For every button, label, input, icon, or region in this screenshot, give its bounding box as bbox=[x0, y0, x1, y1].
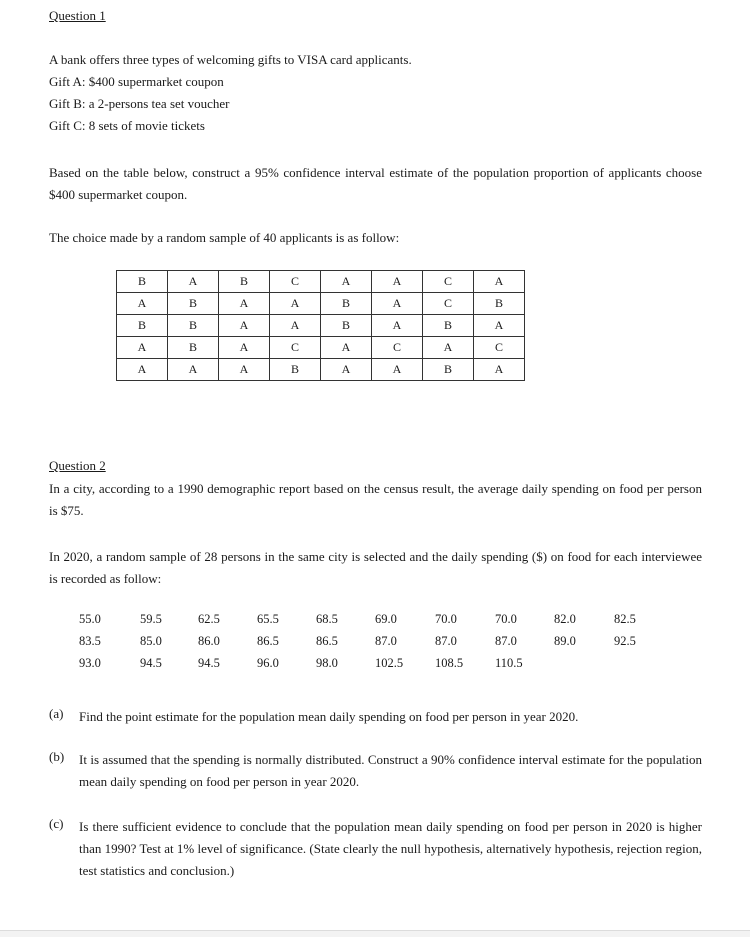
spending-value: 65.5 bbox=[257, 612, 279, 626]
spending-value: 86.5 bbox=[316, 634, 338, 648]
spending-value: 82.0 bbox=[554, 612, 576, 626]
spending-value: 87.0 bbox=[495, 634, 517, 648]
choice-cell: A bbox=[372, 293, 423, 315]
q2-intro: In a city, according to a 1990 demographic report based on the census result, the average daily spending on food per person is $75. bbox=[49, 481, 702, 518]
spending-value: 93.0 bbox=[79, 656, 101, 670]
choice-cell: A bbox=[219, 315, 270, 337]
choice-cell: A bbox=[372, 359, 423, 381]
choice-cell: C bbox=[423, 293, 474, 315]
choice-cell: A bbox=[219, 337, 270, 359]
spending-value: 70.0 bbox=[435, 612, 457, 626]
choice-cell: A bbox=[168, 271, 219, 293]
choice-cell: C bbox=[474, 337, 525, 359]
part-c-text: Is there sufficient evidence to conclude that the population mean daily spending on food per person in 2020 is higher than 1990? Test at 1% level of significance. (State clearly the null hypothesis, alternatively hypothesis, rejection region, test statistics and conclusion.) bbox=[79, 819, 702, 878]
part-c-label: (c) bbox=[49, 816, 64, 831]
choice-cell: B bbox=[321, 293, 372, 315]
spending-value: 82.5 bbox=[614, 612, 636, 626]
part-b-label: (b) bbox=[49, 749, 65, 764]
question-1-title: Question 1 bbox=[49, 8, 106, 23]
spending-value: 86.5 bbox=[257, 634, 279, 648]
choice-row bbox=[117, 271, 525, 293]
spending-value: 94.5 bbox=[140, 656, 162, 670]
spending-value: 68.5 bbox=[316, 612, 338, 626]
choice-cell: A bbox=[117, 293, 168, 315]
spending-value: 55.0 bbox=[79, 612, 101, 626]
choice-cell: A bbox=[474, 271, 525, 293]
choice-cell: B bbox=[168, 337, 219, 359]
choice-cell: A bbox=[270, 315, 321, 337]
spending-value: 96.0 bbox=[257, 656, 279, 670]
choice-cell: B bbox=[117, 271, 168, 293]
choice-cell: A bbox=[423, 337, 474, 359]
choice-cell: A bbox=[219, 359, 270, 381]
choice-cell: A bbox=[474, 359, 525, 381]
choice-cell: C bbox=[423, 271, 474, 293]
choice-cell: B bbox=[423, 315, 474, 337]
spending-value: 89.0 bbox=[554, 634, 576, 648]
choice-cell: A bbox=[117, 337, 168, 359]
choice-cell: B bbox=[219, 271, 270, 293]
spending-value: 94.5 bbox=[198, 656, 220, 670]
choice-cell: A bbox=[117, 359, 168, 381]
spending-value: 108.5 bbox=[435, 656, 464, 670]
q1-sample-text: The choice made by a random sample of 40 applicants is as follow: bbox=[49, 230, 400, 245]
spending-value: 98.0 bbox=[316, 656, 338, 670]
q1-task: Based on the table below, construct a 95% confidence interval estimate of the population proportion of applicants choose $400 supermarket coupon. bbox=[49, 165, 702, 202]
spending-value: 86.0 bbox=[198, 634, 220, 648]
gift-b: Gift B: a 2-persons tea set voucher bbox=[49, 96, 230, 111]
spending-value: 102.5 bbox=[375, 656, 404, 670]
choice-cell: C bbox=[372, 337, 423, 359]
choice-cell: B bbox=[168, 293, 219, 315]
q1-intro: A bank offers three types of welcoming gifts to VISA card applicants. bbox=[49, 52, 412, 67]
choice-cell: A bbox=[168, 359, 219, 381]
choice-cell: B bbox=[270, 359, 321, 381]
choice-row bbox=[117, 337, 525, 359]
question-2-title: Question 2 bbox=[49, 458, 106, 473]
choice-cell: A bbox=[270, 293, 321, 315]
spending-value: 69.0 bbox=[375, 612, 397, 626]
spending-value: 85.0 bbox=[140, 634, 162, 648]
part-a-label: (a) bbox=[49, 706, 64, 721]
choice-row bbox=[117, 315, 525, 337]
choice-cell: B bbox=[168, 315, 219, 337]
spending-value: 87.0 bbox=[375, 634, 397, 648]
choice-cell: C bbox=[270, 337, 321, 359]
choice-table bbox=[116, 270, 525, 381]
choice-row bbox=[117, 359, 525, 381]
spending-value: 62.5 bbox=[198, 612, 220, 626]
choice-cell: A bbox=[321, 337, 372, 359]
q2-sample-text: In 2020, a random sample of 28 persons in the same city is selected and the daily spending ($) on food for each interviewee is recorded as follow: bbox=[49, 549, 702, 586]
choice-cell: B bbox=[321, 315, 372, 337]
spending-value: 70.0 bbox=[495, 612, 517, 626]
choice-row bbox=[117, 293, 525, 315]
choice-cell: C bbox=[270, 271, 321, 293]
choice-cell: A bbox=[474, 315, 525, 337]
choice-cell: A bbox=[321, 271, 372, 293]
gift-a: Gift A: $400 supermarket coupon bbox=[49, 74, 224, 89]
choice-cell: B bbox=[117, 315, 168, 337]
choice-cell: A bbox=[372, 271, 423, 293]
part-a-text: Find the point estimate for the population mean daily spending on food per person in year 2020. bbox=[79, 709, 579, 724]
spending-value: 87.0 bbox=[435, 634, 457, 648]
choice-cell: A bbox=[219, 293, 270, 315]
choice-cell: A bbox=[372, 315, 423, 337]
choice-cell: B bbox=[474, 293, 525, 315]
spending-value: 59.5 bbox=[140, 612, 162, 626]
spending-value: 83.5 bbox=[79, 634, 101, 648]
spending-value: 92.5 bbox=[614, 634, 636, 648]
gift-c: Gift C: 8 sets of movie tickets bbox=[49, 118, 205, 133]
spending-value: 110.5 bbox=[495, 656, 523, 670]
choice-cell: B bbox=[423, 359, 474, 381]
part-b-text: It is assumed that the spending is normally distributed. Construct a 90% confidence interval estimate for the population mean daily spending on food per person in year 2020. bbox=[79, 752, 702, 789]
choice-cell: A bbox=[321, 359, 372, 381]
